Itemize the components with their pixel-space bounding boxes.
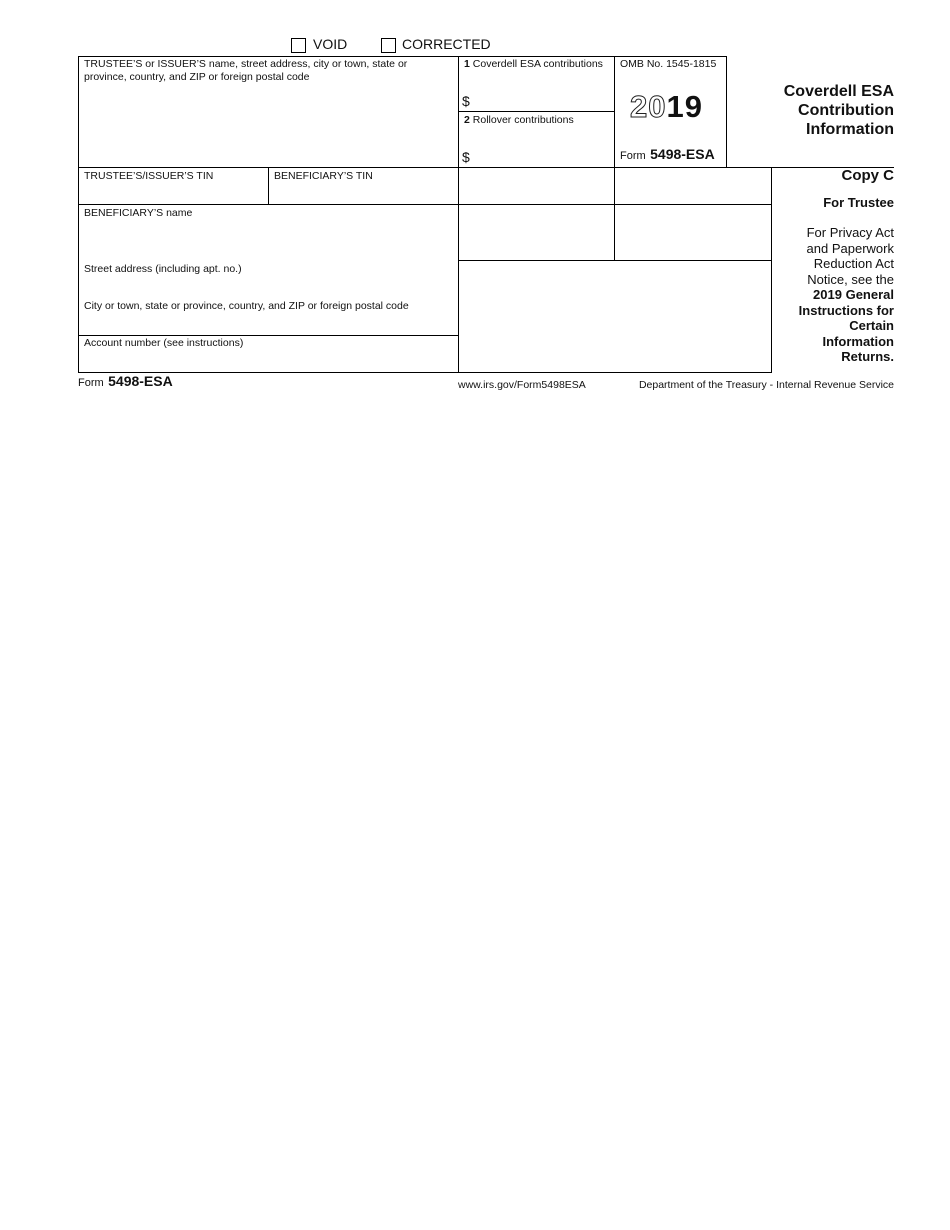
form-id-header bbox=[620, 146, 715, 164]
tax-year bbox=[630, 90, 703, 124]
tax-year-bold: 19 bbox=[666, 89, 703, 124]
empty-box-a[interactable] bbox=[460, 169, 612, 203]
footer-form-word: Form bbox=[78, 377, 104, 389]
notice-bold-3: Certain bbox=[849, 318, 894, 333]
account-number-label: Account number (see instructions) bbox=[84, 337, 244, 349]
notice-line-3: Reduction Act bbox=[813, 256, 894, 271]
corrected-label: CORRECTED bbox=[402, 36, 491, 52]
account-top bbox=[78, 335, 458, 336]
tax-year-outline: 20 bbox=[630, 89, 667, 124]
street-address-label: Street address (including apt. no.) bbox=[84, 263, 242, 275]
box1-label bbox=[464, 58, 614, 71]
box2-label bbox=[464, 114, 614, 127]
trustee-tin-label: TRUSTEE’S/ISSUER’S TIN bbox=[84, 170, 214, 182]
footer-form-id bbox=[78, 373, 173, 391]
beneficiary-tin-label: BENEFICIARY’S TIN bbox=[274, 170, 373, 182]
box1-bottom bbox=[458, 111, 614, 112]
omb-number: OMB No. 1545-1815 bbox=[620, 58, 717, 70]
box1-text: Coverdell ESA contributions bbox=[472, 58, 603, 70]
beneficiary-name-label: BENEFICIARY’S name bbox=[84, 207, 193, 219]
row2-bottom bbox=[78, 204, 771, 205]
city-label: City or town, state or province, country, and ZIP or foreign postal code bbox=[84, 300, 409, 312]
box2-dollar-sign: $ bbox=[462, 149, 470, 165]
notice-line-4: Notice, see the bbox=[807, 271, 894, 287]
city-field[interactable] bbox=[84, 314, 452, 333]
empty-box-b[interactable] bbox=[616, 169, 769, 203]
notice-bold-1: 2019 General bbox=[813, 287, 894, 302]
box1-amount-field[interactable] bbox=[474, 88, 610, 108]
trustee-tin-field[interactable] bbox=[84, 184, 264, 202]
trustee-name-field[interactable] bbox=[84, 88, 452, 162]
void-label: VOID bbox=[313, 36, 348, 52]
privacy-notice bbox=[776, 225, 894, 365]
form-border-left bbox=[78, 56, 79, 373]
footer-url: www.irs.gov/Form5498ESA bbox=[458, 379, 586, 391]
notice-line-1: For Privacy Act bbox=[806, 225, 894, 240]
copy-heading: Copy C bbox=[841, 167, 894, 184]
street-address-field[interactable] bbox=[84, 277, 452, 297]
form-word: Form bbox=[620, 150, 646, 162]
omb-right-border bbox=[726, 56, 727, 168]
title-line-1: Coverdell ESA bbox=[783, 83, 894, 100]
form-number: 5498-ESA bbox=[650, 146, 715, 162]
form-title bbox=[735, 82, 894, 139]
copy-sub: For Trustee bbox=[823, 195, 894, 210]
box2-number: 2 bbox=[464, 114, 470, 126]
box1-dollar-sign: $ bbox=[462, 93, 470, 109]
trustee-name-label: TRUSTEE’S or ISSUER’S name, street address, city or town, state or province, country, and ZIP or foreign postal code bbox=[84, 58, 408, 83]
col-divider-1 bbox=[458, 56, 459, 373]
title-line-3: Information bbox=[806, 121, 894, 138]
box1-number: 1 bbox=[464, 58, 470, 70]
top-border bbox=[78, 56, 727, 57]
corrected-checkbox[interactable] bbox=[381, 38, 396, 53]
account-number-field[interactable] bbox=[84, 351, 452, 370]
tin-divider bbox=[268, 167, 269, 205]
copy-panel-divider bbox=[771, 167, 772, 373]
row3-right-bottom bbox=[458, 260, 771, 261]
notice-bold-4: Information bbox=[822, 333, 894, 349]
footer-department: Department of the Treasury - Internal Revenue Service bbox=[638, 379, 894, 391]
empty-box-d[interactable] bbox=[616, 206, 769, 258]
beneficiary-name-field[interactable] bbox=[84, 222, 452, 260]
beneficiary-tin-field[interactable] bbox=[274, 184, 454, 202]
col-divider-2 bbox=[614, 56, 615, 261]
title-line-2: Contribution bbox=[798, 102, 894, 119]
notice-bold-5: Returns. bbox=[841, 349, 894, 364]
form-bottom bbox=[78, 372, 771, 373]
void-checkbox[interactable] bbox=[291, 38, 306, 53]
notice-line-2: and Paperwork bbox=[806, 240, 894, 256]
box2-text: Rollover contributions bbox=[472, 114, 574, 126]
notice-bold-2: Instructions for bbox=[798, 302, 894, 318]
box2-amount-field[interactable] bbox=[474, 144, 610, 164]
footer-form-number: 5498-ESA bbox=[108, 373, 173, 389]
empty-box-c[interactable] bbox=[460, 206, 612, 258]
